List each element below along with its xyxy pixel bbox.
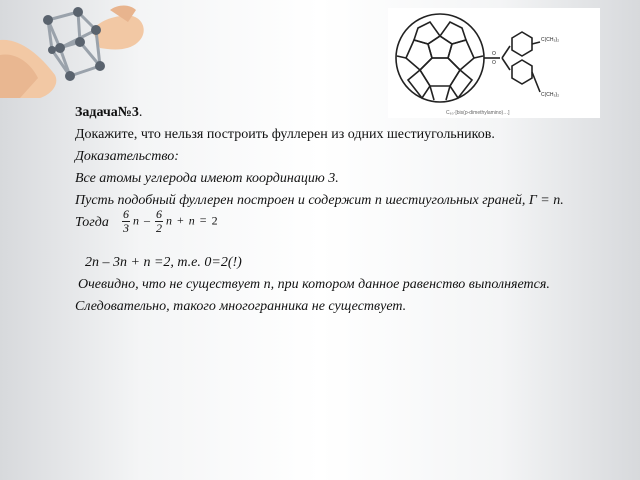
fraction-1-numerator: 6 bbox=[123, 207, 129, 221]
svg-text:C(CH₃)₂: C(CH₃)₂ bbox=[541, 92, 560, 98]
task-statement: Докажите, что нельзя построить фуллерен из одних шестиугольников bbox=[75, 127, 492, 142]
figure-caption: C₆₀·[bis(p-dimethylamino)…] bbox=[446, 110, 510, 116]
fraction-2-numerator: 6 bbox=[156, 207, 162, 221]
formula-op-2: + bbox=[177, 213, 184, 228]
proof-line-4: Очевидно, что не существует n, при котором данное равенство выполняется. bbox=[78, 277, 550, 292]
hands-molecule-image bbox=[0, 0, 150, 100]
formula-op-1: – bbox=[144, 213, 150, 228]
then-formula-line bbox=[75, 207, 615, 248]
fraction-1-denominator: 3 bbox=[123, 221, 129, 235]
svg-text:O: O bbox=[492, 60, 496, 66]
proof-line-2: Пусть подобный фуллерен построен и содержит n шестиугольных граней, Г = n. bbox=[75, 193, 564, 208]
then-label: Тогда bbox=[75, 215, 109, 230]
fullerene-structure-figure bbox=[388, 8, 600, 118]
task-title-line bbox=[75, 104, 615, 122]
fraction-1 bbox=[122, 208, 130, 235]
formula-rhs: 2 bbox=[211, 213, 218, 228]
task-text-block bbox=[75, 104, 615, 320]
formula-var-1: n bbox=[133, 213, 139, 228]
task-title: Задача№3 bbox=[75, 105, 139, 120]
formula-var-3: n bbox=[188, 213, 195, 228]
formula bbox=[122, 208, 218, 235]
fraction-2 bbox=[155, 208, 163, 235]
task-statement-dot: . bbox=[491, 127, 495, 142]
formula-equals: = bbox=[199, 213, 207, 228]
formula-var-2: n bbox=[166, 213, 172, 228]
task-statement-line bbox=[75, 126, 615, 144]
proof-line-5: Следовательно, такого многогранника не существует. bbox=[75, 299, 407, 314]
svg-text:C(CH₃)₂: C(CH₃)₂ bbox=[541, 37, 560, 43]
task-title-dot: . bbox=[138, 105, 143, 120]
proof-label: Доказательство: bbox=[75, 149, 179, 164]
fraction-2-denominator: 2 bbox=[156, 221, 162, 235]
proof-line-3: 2n – 3n + n =2, т.е. 0=2(!) bbox=[85, 255, 242, 270]
proof-line-1: Все атомы углерода имеют координацию 3. bbox=[75, 171, 339, 186]
svg-text:O: O bbox=[492, 51, 496, 57]
